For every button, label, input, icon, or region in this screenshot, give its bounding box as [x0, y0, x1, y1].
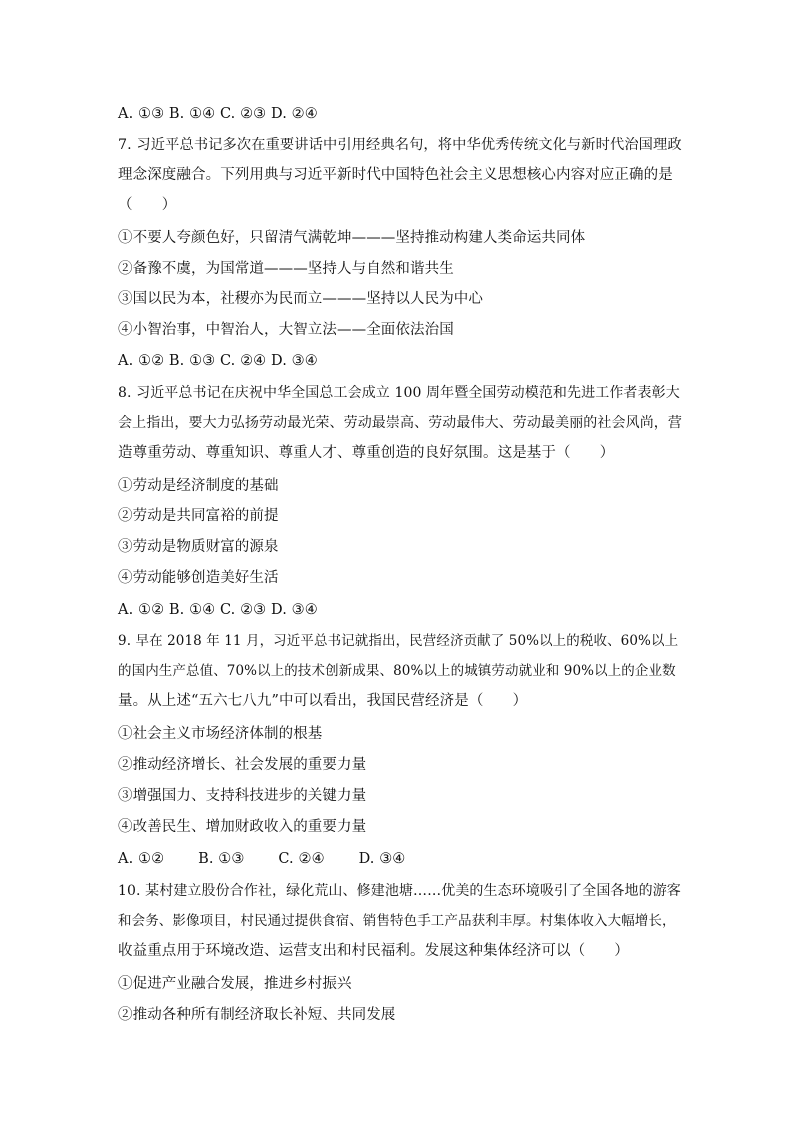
q9-item-4: ④改善民生、增加财政收入的重要力量 [118, 819, 367, 835]
q10-stem-line-1: 10. 某村建立股份合作社，绿化荒山、修建池塘……优美的生态环境吸引了全国各地的游客 [118, 883, 681, 899]
q8-stem-line-2: 会上指出，要大力弘扬劳动最光荣、劳动最崇高、劳动最伟大、劳动最美丽的社会风尚，营 [118, 415, 682, 431]
q7-item-3: ③国以民为本，社稷亦为民而立———坚持以人民为中心 [118, 291, 483, 307]
q8-item-3: ③劳动是物质财富的源泉 [118, 539, 279, 555]
q7-options: A. ①② B. ①③ C. ②④ D. ③④ [118, 353, 318, 369]
q9-item-2: ②推动经济增长、社会发展的重要力量 [118, 757, 367, 773]
q9-stem-line-2: 的国内生产总值、70%以上的技术创新成果、80%以上的城镇劳动就业和 90%以上的企业数 [118, 663, 676, 679]
q9-stem-line-3: 量。从上述“五六七八九”中可以看出，我国民营经济是（ ） [118, 693, 528, 709]
q7-item-2: ②备豫不虞，为国常道———坚持人与自然和谐共生 [118, 261, 454, 277]
q6-options: A. ①③ B. ①④ C. ②③ D. ②④ [118, 106, 318, 122]
q10-stem-line-3: 收益重点用于环境改造、运营支出和村民福利。发展这种集体经济可以（ ） [118, 943, 629, 959]
q10-stem-line-2: 和会务、影像项目，村民通过提供食宿、销售特色手工产品获利丰厚。村集体收入大幅增长， [118, 913, 676, 929]
q10-item-1: ①促进产业融合发展，推进乡村振兴 [118, 976, 352, 992]
q8-item-4: ④劳动能够创造美好生活 [118, 570, 279, 586]
q8-item-1: ①劳动是经济制度的基础 [118, 478, 279, 494]
q7-stem-line-2: 理念深度融合。下列用典与习近平新时代中国特色社会主义思想核心内容对应正确的是 [118, 167, 673, 183]
q7-item-1: ①不要人夸颜色好，只留清气满乾坤———坚持推动构建人类命运共同体 [118, 230, 586, 246]
q7-stem-line-3: （ ） [118, 197, 177, 213]
q9-options: A. ①② B. ①③ C. ②④ D. ③④ [118, 851, 406, 867]
q8-stem-line-3: 造尊重劳动、尊重知识、尊重人才、尊重创造的良好氛围。这是基于（ ） [118, 445, 615, 461]
q8-stem-line-1: 8. 习近平总书记在庆祝中华全国总工会成立 100 周年暨全国劳动模范和先进工作者表彰大 [118, 385, 680, 401]
q9-stem-line-1: 9. 早在 2018 年 11 月，习近平总书记就指出，民营经济贡献了 50%以上的税收、60%以上 [118, 633, 679, 649]
q8-item-2: ②劳动是共同富裕的前提 [118, 508, 279, 524]
q7-stem-line-1: 7. 习近平总书记多次在重要讲话中引用经典名句，将中华优秀传统文化与新时代治国理政 [118, 137, 682, 153]
q10-item-2: ②推动各种所有制经济取长补短、共同发展 [118, 1007, 396, 1023]
q9-item-3: ③增强国力、支持科技进步的关键力量 [118, 788, 367, 804]
q9-item-1: ①社会主义市场经济体制的根基 [118, 726, 323, 742]
q7-item-4: ④小智治事，中智治人，大智立法——全面依法治国 [118, 322, 454, 338]
q8-options: A. ①② B. ①④ C. ②③ D. ③④ [118, 602, 318, 618]
